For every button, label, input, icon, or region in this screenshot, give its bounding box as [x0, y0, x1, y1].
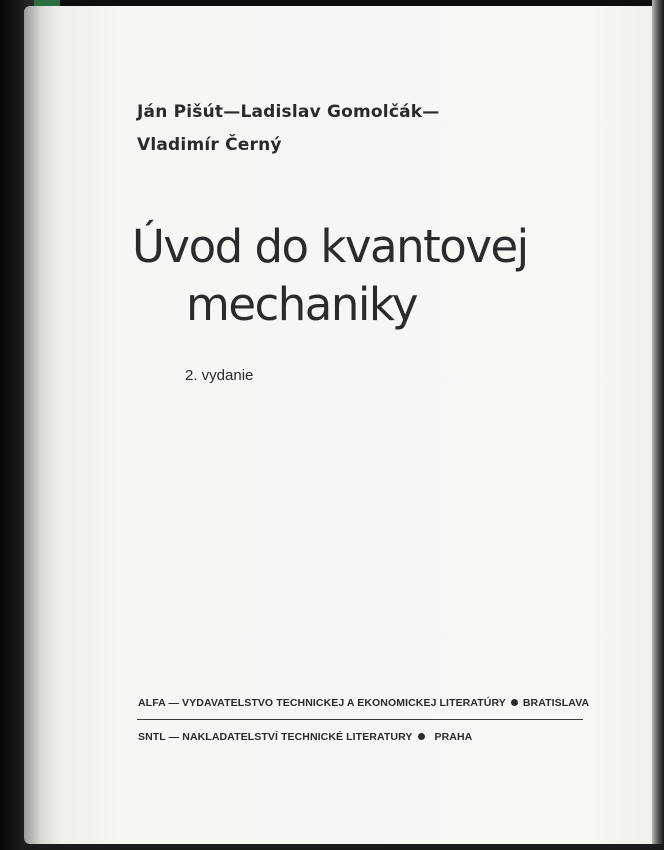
- page-right-edge: [652, 0, 664, 850]
- authors-line-1: Ján Pišút—Ladislav Gomolčák—: [137, 102, 440, 122]
- book-title: [132, 218, 528, 334]
- bullet-icon: [511, 699, 518, 706]
- publisher-first: [138, 697, 589, 709]
- edition-label: 2. vydanie: [185, 367, 254, 384]
- page-bottom-edge: [24, 844, 664, 850]
- book-title-line-2: mechaniky: [186, 278, 417, 331]
- authors: [137, 96, 577, 162]
- bullet-icon: [418, 733, 425, 740]
- publisher-second-name: SNTL — NAKLADATELSTVÍ TECHNICKÉ LITERATURY: [138, 731, 413, 743]
- book-title-line-1: Úvod do kvantovej: [132, 220, 528, 273]
- publisher-second: [138, 731, 472, 743]
- publisher-first-city: BRATISLAVA: [522, 697, 590, 709]
- publisher-second-city: PRAHA: [434, 731, 473, 743]
- publisher-first-name: ALFA — VYDAVATELSTVO TECHNICKEJ A EKONOMICKEJ LITERATÚRY: [138, 697, 506, 709]
- publisher-divider: [137, 719, 583, 720]
- authors-line-2: Vladimír Černý: [137, 135, 282, 155]
